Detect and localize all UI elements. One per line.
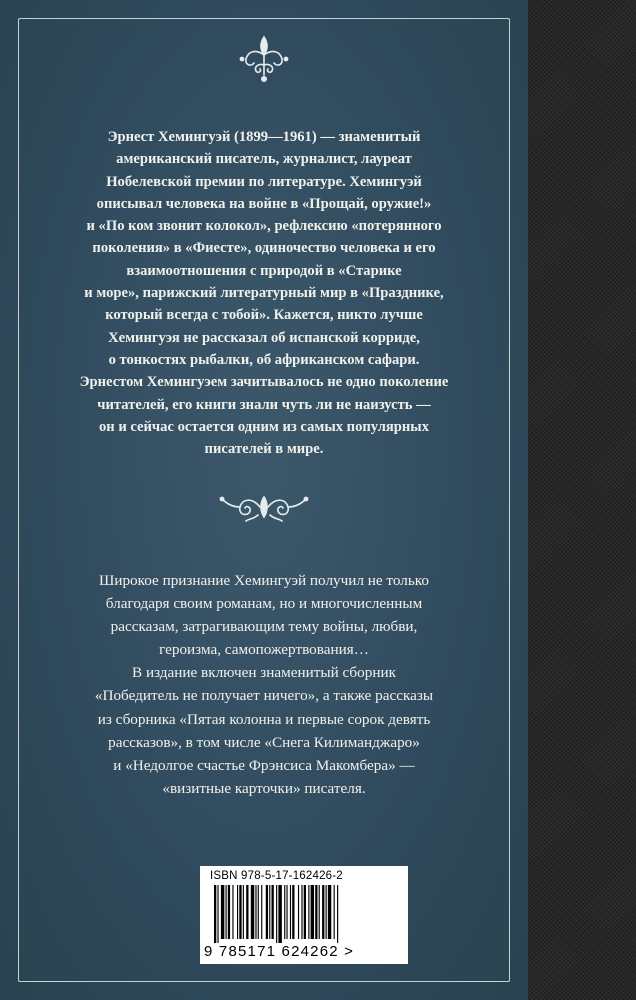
text-line: Нобелевской премии по литературе. Хемингуэй bbox=[106, 173, 422, 190]
barcode-bar bbox=[315, 885, 317, 939]
book-description bbox=[40, 569, 488, 800]
barcode-bar bbox=[284, 885, 285, 939]
text-line: и море», парижский литературный мир в «Празднике, bbox=[84, 285, 444, 302]
isbn-label: ISBN 978-5-17-162426-2 bbox=[210, 870, 343, 882]
text-line: «визитные карточки» писателя. bbox=[162, 779, 366, 797]
text-line: рассказов», в том числе «Снега Килиманджаро» bbox=[108, 733, 420, 751]
barcode-bar bbox=[301, 885, 302, 939]
barcode-bar bbox=[322, 885, 324, 939]
barcode-bar bbox=[237, 885, 238, 939]
author-description bbox=[40, 126, 488, 460]
barcode-bar bbox=[290, 885, 291, 939]
text-line: Широкое признание Хемингуэй получил не только bbox=[99, 572, 429, 589]
barcode-bar bbox=[228, 885, 230, 939]
barcode-bar bbox=[278, 885, 281, 943]
isbn-barcode bbox=[200, 866, 408, 964]
barcode-bars bbox=[210, 885, 400, 943]
text-line: описывал человека на войне в «Прощай, оружие!» bbox=[96, 195, 432, 212]
text-line: он и сейчас остается одним из самых популярных bbox=[98, 418, 430, 435]
barcode-bar bbox=[292, 885, 294, 939]
text-line: американский писатель, журналист, лауреат bbox=[116, 151, 412, 168]
text-line: поколения» в «Фиесте», одиночество человека и его bbox=[92, 240, 436, 257]
barcode-bar bbox=[214, 885, 216, 943]
text-line: писателей в мире. bbox=[204, 441, 324, 458]
barcode-bar bbox=[239, 885, 241, 939]
barcode-bar bbox=[276, 885, 277, 943]
barcode-bar bbox=[286, 885, 287, 939]
barcode-bar bbox=[226, 885, 227, 939]
barcode-bar bbox=[328, 885, 331, 939]
barcode-bar bbox=[308, 885, 309, 939]
barcode-bar bbox=[326, 885, 327, 939]
barcode-bar bbox=[334, 885, 335, 939]
barcode-bar bbox=[266, 885, 268, 939]
barcode-bar bbox=[243, 885, 244, 939]
barcode-bar bbox=[319, 885, 320, 939]
barcode-bar bbox=[261, 885, 262, 939]
text-line: Эрнестом Хемингуэем зачитывалось не одно поколение bbox=[79, 374, 449, 391]
text-line: «Победитель не получает ничего», а также рассказы bbox=[94, 687, 434, 705]
scroll-ornament-icon bbox=[218, 489, 310, 525]
barcode-bar bbox=[311, 885, 314, 939]
text-line: взаимоотношения с природой в «Старике bbox=[126, 262, 402, 279]
text-line: В издание включен знаменитый сборник bbox=[132, 664, 396, 682]
text-line: и «По ком звонит колокол», рефлексию «потерянного bbox=[86, 218, 442, 235]
text-line: Эрнест Хемингуэй (1899—1961) — знаменитый bbox=[107, 129, 421, 145]
barcode-bar bbox=[221, 885, 224, 939]
floral-ornament-icon bbox=[232, 33, 296, 83]
barcode-bar bbox=[217, 885, 218, 943]
barcode-bar bbox=[232, 885, 233, 939]
barcode-bar bbox=[269, 885, 270, 939]
spine-edge bbox=[528, 0, 636, 1000]
barcode-bar bbox=[272, 885, 274, 939]
text-line: из сборника «Пятая колонна и первые сорок девять bbox=[97, 710, 431, 728]
barcode-bar bbox=[337, 885, 338, 943]
text-line: героизма, самопожертвования… bbox=[159, 641, 369, 659]
barcode-bar bbox=[255, 885, 256, 939]
text-line: о тонкостях рыбалки, об африканском сафари. bbox=[108, 351, 420, 368]
text-line: читателей, его книги знали чуть ли не наизусть — bbox=[97, 396, 431, 413]
barcode-bar bbox=[251, 885, 254, 939]
text-line: рассказам, затрагивающим тему войны, любви, bbox=[110, 618, 418, 636]
barcode-bar bbox=[246, 885, 248, 939]
text-line: и «Недолгое счастье Фрэнсиса Макомбера» — bbox=[113, 756, 415, 774]
text-line: благодаря своим романам, но и многочисленным bbox=[105, 595, 423, 613]
barcode-digits: 9 785171 624262 > bbox=[204, 943, 355, 960]
text-line: который всегда с тобой». Кажется, никто лучше bbox=[105, 307, 423, 324]
text-line: Хемингуэя не рассказал об испанской корриде, bbox=[108, 329, 420, 346]
barcode-bar bbox=[298, 885, 299, 939]
barcode-bar bbox=[258, 885, 259, 939]
barcode-bar bbox=[304, 885, 306, 939]
